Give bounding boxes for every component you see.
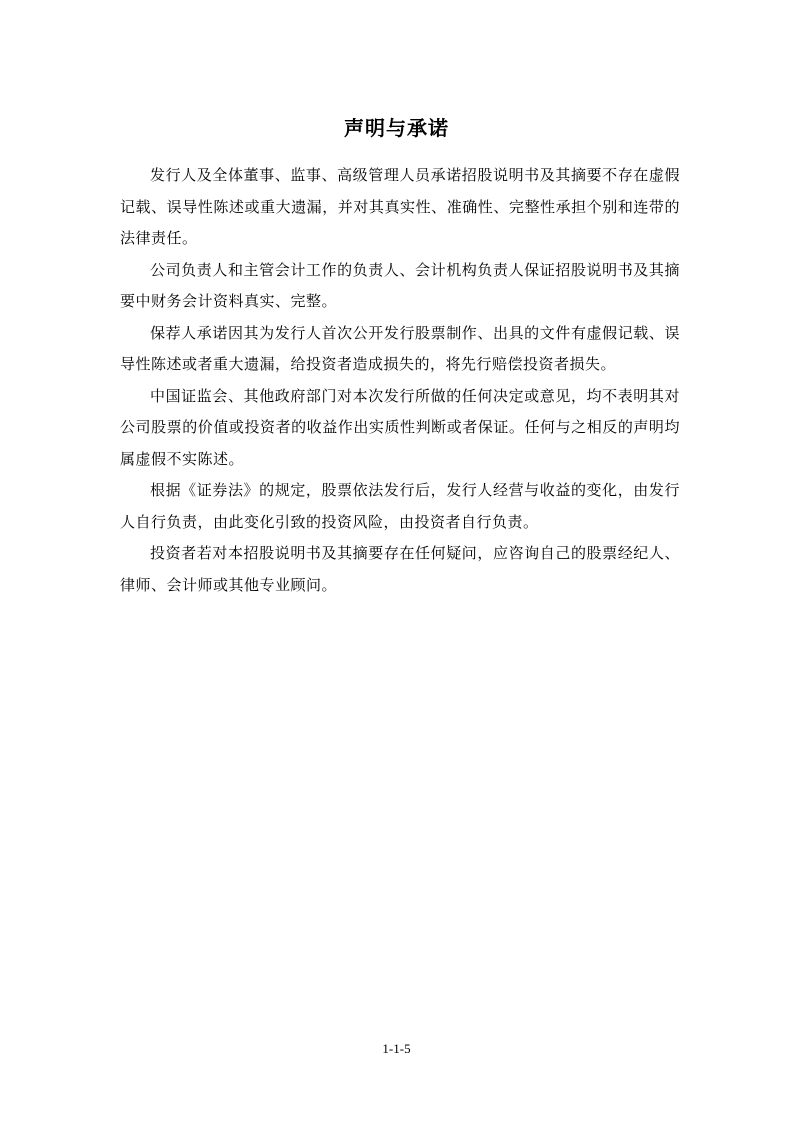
paragraph-issuer-commitment: 发行人及全体董事、监事、高级管理人员承诺招股说明书及其摘要不存在虚假记载、误导性陈述或重大遗漏，并对其真实性、准确性、完整性承担个别和连带的法律责任。 (120, 166, 680, 247)
paragraph-securities-law: 根据《证券法》的规定，股票依法发行后，发行人经营与收益的变化，由发行人自行负责，由此变化引致的投资风险，由投资者自行负责。 (120, 481, 680, 531)
paragraph-csrc-disclaimer: 中国证监会、其他政府部门对本次发行所做的任何决定或意见，均不表明其对公司股票的价值或投资者的收益作出实质性判断或者保证。任何与之相反的声明均属虚假不实陈述。 (120, 386, 680, 468)
page-title: 声明与承诺 (344, 116, 449, 140)
paragraph-accounting-guarantee: 公司负责人和主管会计工作的负责人、会计机构负责人保证招股说明书及其摘要中财务会计资料真实、完整。 (120, 260, 680, 310)
page-number: 1-1-5 (382, 1041, 411, 1056)
paragraph-sponsor-commitment: 保荐人承诺因其为发行人首次公开发行股票制作、出具的文件有虚假记载、误导性陈述或者重大遗漏，给投资者造成损失的，将先行赔偿投资者损失。 (120, 323, 680, 373)
paragraph-investor-advice: 投资者若对本招股说明书及其摘要存在任何疑问，应咨询自己的股票经纪人、律师、会计师或其他专业顾问。 (120, 544, 680, 594)
document-body (120, 160, 680, 601)
